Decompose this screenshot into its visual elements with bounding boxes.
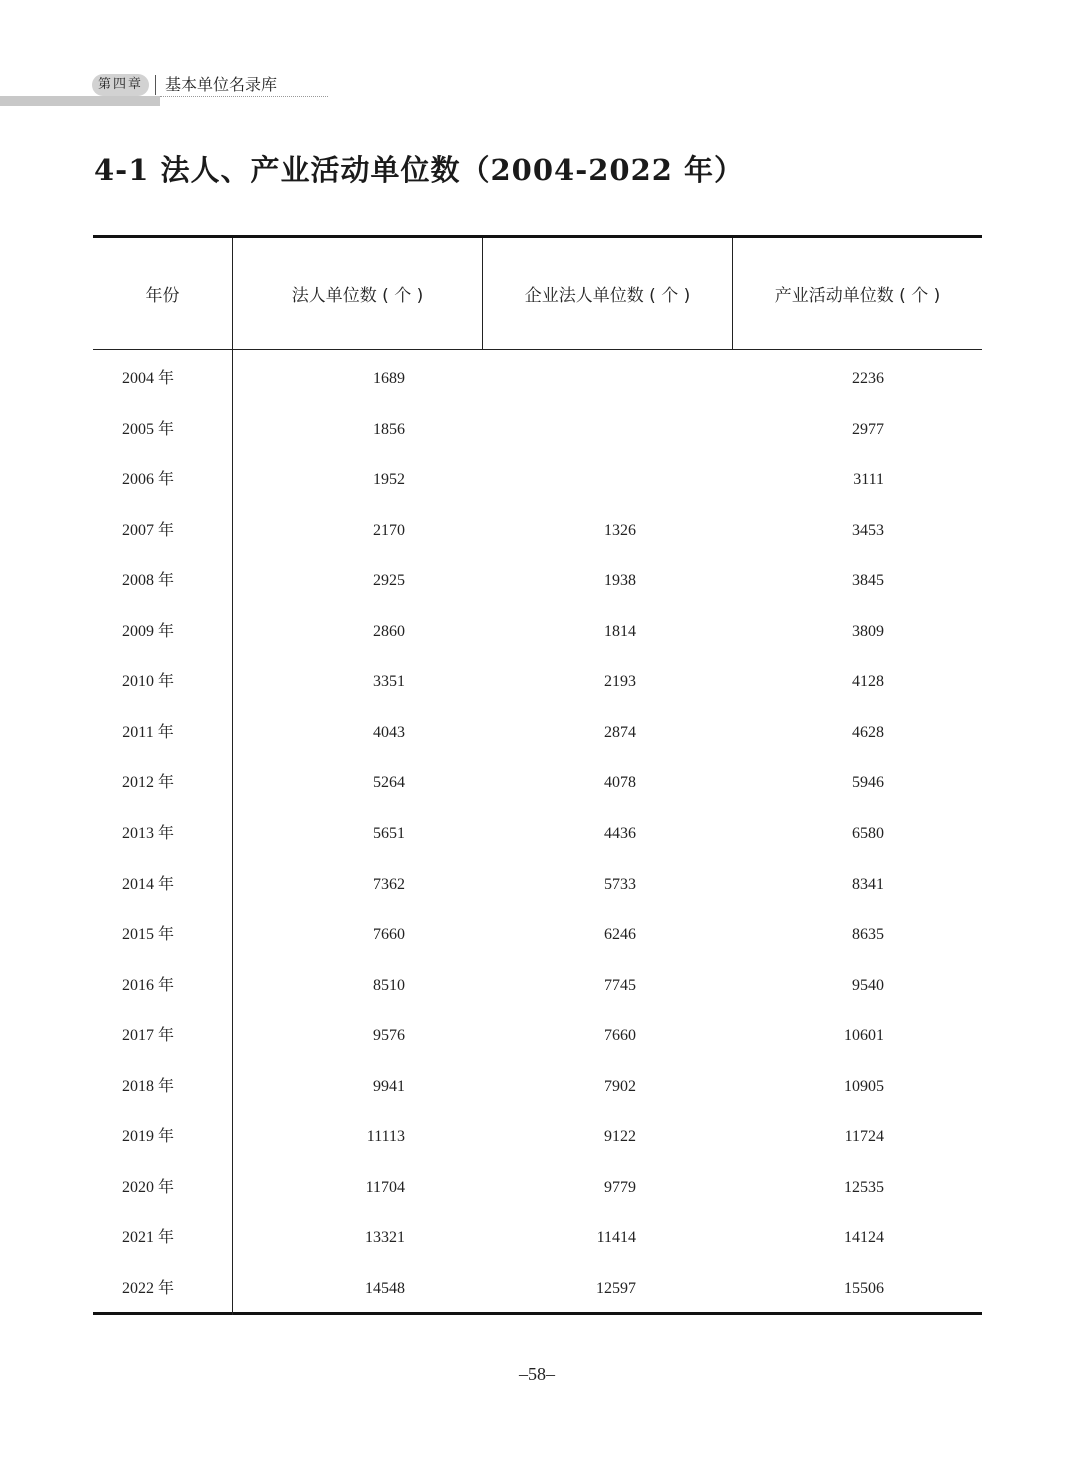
cell-enterprise-units: [493, 455, 636, 505]
cell-enterprise-units: 4436: [604, 824, 636, 842]
cell-activity-units: 3453: [852, 521, 884, 539]
header-grey-bar: [0, 96, 160, 106]
cell-year: 2011 年: [122, 723, 174, 741]
cell-enterprise-units: 12597: [596, 1279, 636, 1297]
cell-legal-units: 9576: [373, 1027, 405, 1045]
cell-enterprise-units: 9779: [604, 1178, 636, 1196]
cell-legal-units: 1856: [373, 420, 405, 438]
cell-enterprise-units: 4078: [604, 774, 636, 792]
table-row: [93, 455, 982, 505]
cell-legal-units: 2170: [373, 521, 405, 539]
header-bottom-rule: [93, 349, 982, 350]
cell-year: 2014 年: [121, 875, 174, 893]
cell-year: 2006 年: [121, 471, 174, 489]
cell-year: 2019 年: [121, 1128, 174, 1146]
table-row: [93, 1213, 982, 1263]
table-row: [93, 1011, 982, 1061]
cell-enterprise-units: 1326: [604, 521, 636, 539]
header-year: 年份: [145, 285, 180, 306]
cell-enterprise-units: 11414: [596, 1229, 636, 1247]
cell-year: 2013 年: [121, 824, 174, 842]
cell-activity-units: 12535: [844, 1178, 884, 1196]
cell-activity-units: 10601: [844, 1027, 884, 1045]
cell-activity-units: 2236: [852, 370, 884, 387]
table-row: [93, 1062, 982, 1112]
cell-activity-units: 8635: [852, 926, 884, 944]
cell-activity-units: 11724: [844, 1128, 884, 1146]
header-legal-units: 法人单位数 ( 个 ): [291, 285, 424, 306]
cell-activity-units: 9540: [852, 976, 884, 994]
cell-legal-units: 13321: [365, 1229, 405, 1247]
table-row: [93, 405, 982, 455]
cell-enterprise-units: [493, 354, 636, 404]
table-row: [93, 1264, 982, 1314]
cell-year: 2022 年: [121, 1279, 174, 1297]
cell-year: 2010 年: [121, 673, 174, 691]
cell-year: 2007 年: [121, 521, 174, 539]
cell-legal-units: 2860: [373, 622, 405, 640]
cell-activity-units: 4128: [852, 673, 884, 691]
table-row: [93, 354, 982, 404]
cell-year: 2012 年: [121, 774, 174, 792]
cell-year: 2005 年: [121, 420, 174, 438]
cell-enterprise-units: 9122: [604, 1128, 636, 1146]
cell-legal-units: 5651: [373, 824, 405, 842]
cell-enterprise-units: 1938: [604, 572, 636, 590]
cell-legal-units: 1952: [373, 471, 405, 489]
cell-year: 2015 年: [121, 926, 174, 944]
table-row: [93, 607, 982, 657]
header-activity-units: 产业活动单位数 ( 个 ): [774, 285, 941, 306]
cell-year: 2018 年: [121, 1077, 174, 1095]
table-row: [93, 961, 982, 1011]
table-row: [93, 910, 982, 960]
cell-year: 2021 年: [121, 1229, 174, 1247]
table-row: [93, 506, 982, 556]
cell-legal-units: 1689: [373, 370, 405, 387]
table-row: [93, 758, 982, 808]
cell-activity-units: 2977: [852, 420, 884, 438]
section-name: 基本单位名录库: [165, 75, 278, 94]
data-table: [93, 235, 982, 1315]
cell-activity-units: 4628: [852, 723, 884, 741]
cell-activity-units: 3809: [852, 622, 884, 640]
cell-enterprise-units: 7745: [604, 976, 636, 994]
cell-activity-units: 5946: [852, 774, 884, 792]
cell-year: 2017 年: [121, 1027, 174, 1045]
cell-enterprise-units: 2193: [604, 673, 636, 691]
chapter-badge: 第四章: [92, 74, 149, 96]
header-divider: [155, 75, 156, 95]
cell-legal-units: 7660: [373, 926, 405, 944]
table-row: [93, 809, 982, 859]
cell-enterprise-units: [493, 405, 636, 455]
table-row: [93, 556, 982, 606]
cell-enterprise-units: 6246: [604, 926, 636, 944]
cell-enterprise-units: 7660: [604, 1027, 636, 1045]
cell-activity-units: 14124: [844, 1229, 884, 1247]
cell-year: 2004 年: [121, 370, 174, 387]
cell-legal-units: 3351: [373, 673, 405, 691]
cell-legal-units: 9941: [373, 1077, 405, 1095]
header-dotted-rule: [160, 96, 328, 97]
page-number: –58–: [519, 1364, 555, 1384]
header-enterprise-units: 企业法人单位数 ( 个 ): [524, 285, 691, 306]
cell-year: 2020 年: [121, 1178, 174, 1196]
cell-legal-units: 11113: [366, 1128, 405, 1146]
cell-activity-units: 10905: [844, 1077, 884, 1095]
cell-legal-units: 5264: [373, 774, 405, 792]
cell-activity-units: 3111: [853, 471, 884, 489]
table-row: [93, 1163, 982, 1213]
cell-year: 2016 年: [121, 976, 174, 994]
running-header: [0, 66, 330, 110]
cell-legal-units: 14548: [365, 1279, 405, 1297]
cell-legal-units: 2925: [373, 572, 405, 590]
cell-enterprise-units: 2874: [604, 723, 636, 741]
table-title: 4-1 法人、产业活动单位数（2004-2022 年）: [94, 153, 745, 187]
cell-enterprise-units: 5733: [604, 875, 636, 893]
cell-year: 2009 年: [121, 622, 174, 640]
cell-legal-units: 8510: [373, 976, 405, 994]
cell-year: 2008 年: [121, 572, 174, 590]
table-row: [93, 708, 982, 758]
cell-activity-units: 15506: [844, 1279, 884, 1297]
cell-legal-units: 11704: [365, 1178, 405, 1196]
table-row: [93, 860, 982, 910]
table-row: [93, 657, 982, 707]
cell-enterprise-units: 1814: [604, 622, 636, 640]
cell-legal-units: 7362: [373, 875, 405, 893]
cell-activity-units: 6580: [852, 824, 884, 842]
cell-activity-units: 3845: [852, 572, 884, 590]
cell-activity-units: 8341: [852, 875, 884, 893]
cell-legal-units: 4043: [373, 723, 405, 741]
cell-enterprise-units: 7902: [604, 1077, 636, 1095]
table-row: [93, 1112, 982, 1162]
